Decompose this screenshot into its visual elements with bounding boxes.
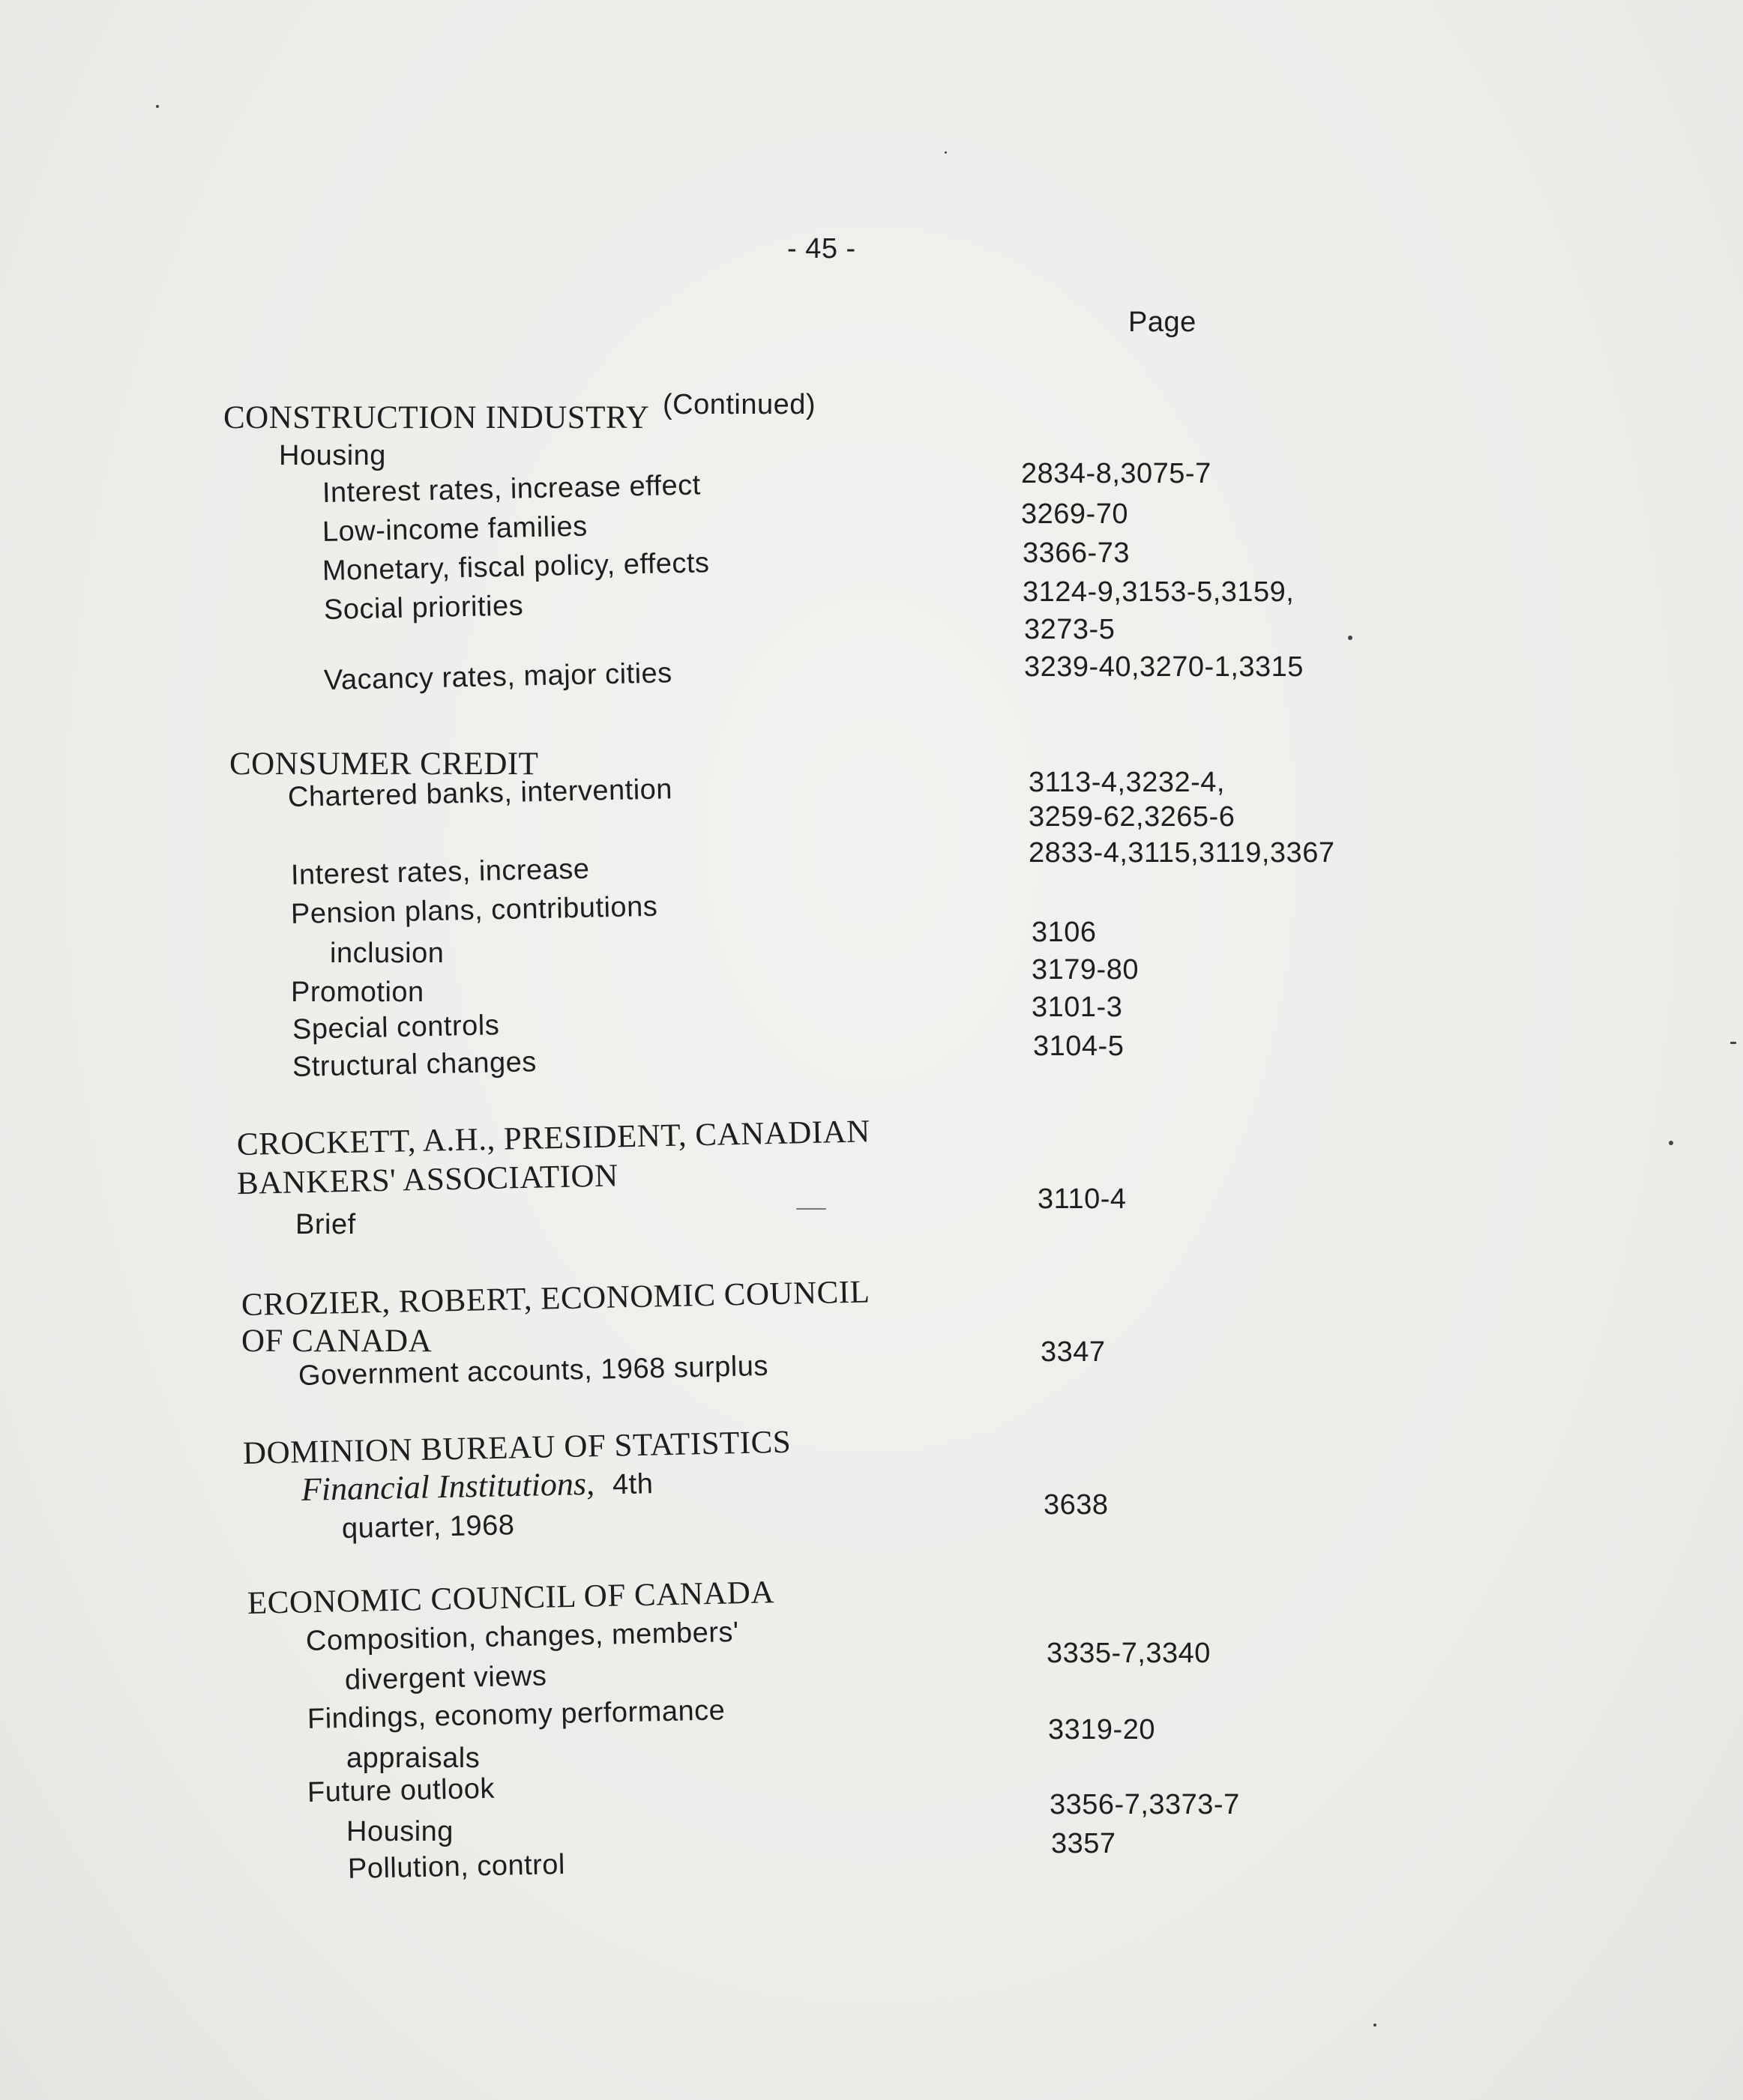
subentry-label: appraisals: [346, 1743, 481, 1774]
scan-speck: [945, 151, 947, 154]
subentry-label-line: [301, 1464, 653, 1512]
subentry-label: divergent views: [344, 1660, 547, 1696]
subentry-label: Pollution, control: [347, 1848, 566, 1885]
subentry-pages: 3239-40,3270-1,3315: [1024, 651, 1304, 683]
subentry-label: Composition, changes, members': [305, 1616, 740, 1657]
scan-speck: [156, 105, 159, 108]
subentry-label: quarter, 1968: [341, 1509, 515, 1545]
subentry-pages: 2833-4,3115,3119,3367: [1029, 837, 1335, 869]
subentry-pages: 3104-5: [1033, 1031, 1125, 1062]
scan-speck: [1730, 1042, 1736, 1044]
subentry-label: Pension plans, contributions: [290, 890, 658, 930]
subentry-pages: 3347: [1041, 1336, 1106, 1368]
subentry-label: Social priorities: [323, 590, 524, 626]
subentry-label: Housing: [279, 440, 386, 471]
subentry-label: 4th: [612, 1468, 654, 1501]
scan-speck: [1348, 636, 1352, 640]
subentry-label: Structural changes: [292, 1046, 538, 1083]
subentry-pages: 3319-20: [1048, 1714, 1155, 1746]
entry-heading: CROCKETT, A.H., PRESIDENT, CANADIAN: [236, 1114, 871, 1162]
subentry-label: Brief: [295, 1209, 356, 1240]
subentry-label: Future outlook: [307, 1772, 496, 1808]
subentry-pages: 2834-8,3075-7: [1021, 458, 1211, 489]
subentry-pages: 3366-73: [1023, 537, 1130, 569]
subentry-pages: 3273-5: [1024, 614, 1116, 645]
subentry-label: Special controls: [292, 1010, 500, 1046]
subentry-pages: 3124-9,3153-5,3159,: [1023, 576, 1295, 608]
subentry-label: Promotion: [291, 977, 424, 1008]
subentry-label: Monetary, fiscal policy, effects: [322, 547, 710, 587]
page-number: - 45 -: [787, 233, 856, 265]
entry-heading-continued: BANKERS' ASSOCIATION: [236, 1158, 619, 1201]
subentry-label: Interest rates, increase effect: [322, 469, 702, 509]
subentry-pages: 3106: [1032, 917, 1097, 948]
scan-speck: [1373, 2024, 1376, 2027]
subentry-pages: 3101-3: [1032, 992, 1123, 1023]
subentry-pages: 3110-4: [1038, 1183, 1127, 1215]
subentry-label: Vacancy rates, major cities: [323, 657, 673, 696]
publication-title: Financial Institutions,: [301, 1464, 595, 1508]
entry-heading: ECONOMIC COUNCIL OF CANADA: [247, 1575, 775, 1621]
subentry-pages: 3335-7,3340: [1047, 1638, 1211, 1669]
subentry-label: Findings, economy performance: [307, 1695, 726, 1735]
subentry-label: Chartered banks, intervention: [287, 773, 673, 813]
subentry-label: Housing: [346, 1816, 454, 1847]
subentry-pages: 3638: [1044, 1489, 1109, 1521]
subentry-label: Government accounts, 1968 surplus: [298, 1350, 769, 1392]
subentry-pages: 3269-70: [1021, 498, 1128, 530]
subentry-label: inclusion: [330, 938, 445, 969]
entry-heading: CONSUMER CREDIT: [229, 746, 539, 782]
page-column-header: Page: [1128, 307, 1196, 338]
entry-heading: DOMINION BUREAU OF STATISTICS: [242, 1424, 792, 1471]
subentry-pages: 3259-62,3265-6: [1029, 801, 1235, 833]
subentry-label: Low-income families: [322, 510, 588, 548]
scan-speck: [796, 1208, 826, 1210]
subentry-pages: 3356-7,3373-7: [1050, 1789, 1240, 1820]
entry-heading-continued: OF CANADA: [241, 1324, 433, 1359]
scan-speck: [1669, 1141, 1673, 1145]
entry-heading-suffix: (Continued): [663, 389, 816, 420]
entry-heading: CONSTRUCTION INDUSTRY: [223, 400, 650, 435]
subentry-pages: 3113-4,3232-4,: [1029, 767, 1225, 798]
subentry-label: Interest rates, increase: [290, 853, 590, 891]
entry-heading: CROZIER, ROBERT, ECONOMIC COUNCIL: [241, 1274, 870, 1323]
subentry-pages: 3357: [1051, 1828, 1116, 1859]
subentry-pages: 3179-80: [1032, 954, 1139, 986]
